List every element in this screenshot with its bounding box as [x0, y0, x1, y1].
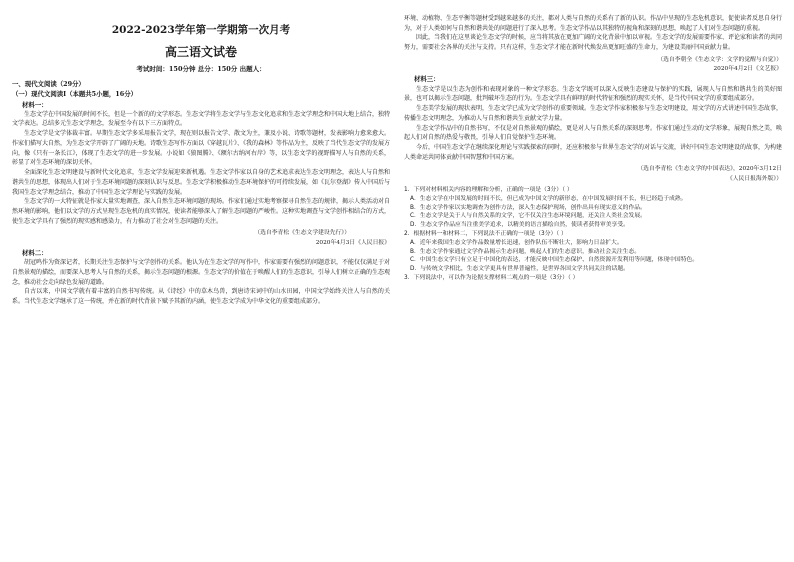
paragraph: 全面深化生态文明建设与新时代文化追求，生态文学发展迎来新机遇。生态文学作家以自身的艺术追求表达生态文明理念，表达人与自然和谐共生的思想，体现出人们对于生态环境问题的深刻认识与反思。生态文学积极推动生态环境保护的可持续发展，如《瓦尔登湖》传入中国后与我国生态文学理念结合，推动了中国生态文学理论与实践的发展。	[12, 169, 391, 196]
answer-option: B．生态文学作家通过文学作品揭示生态问题，唤起人们的生态意识，推动社会关注生态。	[410, 248, 641, 255]
answer-option: D．与传统文学相比，生态文学更具有世界普遍性，是世界各国文学共同关注的话题。	[410, 266, 629, 273]
right-column	[404, 0, 782, 562]
section-heading: 一、现代文阅读（29分）	[12, 80, 85, 88]
material-three-label: 材料三：	[414, 75, 440, 84]
material-two	[12, 248, 390, 307]
answer-option: A．近年来我国生态文学作品数量增长迅速，创作队伍不断壮大，影响力日益扩大。	[410, 239, 623, 246]
paragraph: 生态文学是文学体裁丰富。早期生态文学多采用报告文学，现在则以报告文学、散文为主，兼及小说、诗歌等题材，发表影响力愈来愈大。作家们描写大自然，为生态文学开辟了广阔的天地。诗歌生态写作方面以《穿越瓦片》、《我的森林》等作品为主，反映了当代生态文学的发展方向，像《只有一条长江》，体现了生态文学的进一步发展。小说如《狼图腾》、《额尔古纳河右岸》等，以生态文学的视野描写人与自然的关系，彰显了对生态环境的深切关怀。	[12, 130, 391, 167]
paragraph: 今后，中国生态文学在继续深化理论与实践探索的同时，还应积极参与世界生态文学的对话与交流，讲好中国生态文明建设的故事，为构建人类命运共同体贡献中国智慧和中国方案。	[404, 143, 783, 161]
questions	[404, 186, 782, 283]
material-three	[404, 74, 782, 184]
paper-subtitle: 高三语文试卷	[164, 44, 237, 59]
paragraph: 环境、动植物、生态平衡等题材受到越来越多的关注，都对人类与自然的关系有了新的认识。作品中呈现的生态危机意识，促使读者反思自身行为，对于人类如何与自然和谐共处的问题进行了深入思考。生态文学作品以其独特的视角和深刻的思想，唤起了人们对生态问题的重视。	[404, 15, 783, 32]
material-one	[12, 110, 390, 248]
answer-option: C．中国生态文学只有立足于中国化的表达，才能反映中国生态保护、自然资源开发利用等问题，体现中国特色。	[410, 257, 699, 264]
question-stem: 1．下列对材料相关内容的理解和分析，正确的一项是（3分）（ ）	[404, 186, 573, 193]
section-one	[12, 79, 390, 110]
exam-info: 考试时间：150分钟 总分：150分 出题人：	[136, 64, 266, 73]
paragraph: 生态文学是以生态为创作和表现对象的一种文学形态。生态文学既可以深入反映生态建设与保护的实践，展现人与自然和谐共生的美好图景，也可以揭示生态问题，批判破坏生态的行为。生态文学具有鲜明的时代特征和强烈的现实关怀，是当代中国文学的重要组成部分。	[404, 85, 782, 103]
source-citation: （选自李青松《生态文学建设先行》）	[254, 230, 350, 237]
paragraph: 因此，当我们在这里谈论生态文学的时候，应当将其放在更加广阔的文化背景中加以审视。生态文学的发展需要作家、评论家和读者的共同努力，需要社会各界的关注与支持。只有这样，生态文学才能在新时代焕发出更加旺盛的生命力，为建设美丽中国贡献力量。	[404, 34, 783, 52]
paragraph: 生态文学作品中的自然书写，不仅是对自然景观的描绘，更是对人与自然关系的深刻思考。作家们通过生动的文学形象，展现自然之美，唤起人们对自然的热爱与敬畏，引导人们自觉保护生态环境。	[404, 124, 783, 142]
question-stem: 2．根据材料一和材料二，下列说法不正确的一项是（3分）（ ）	[404, 230, 567, 237]
source-citation: （选自李朝全《生态文学：文学的觉醒与自觉》）	[657, 56, 782, 63]
paragraph: 胡冠鸣作为资深记者，长期关注生态保护与文学创作的关系。他认为在生态文学的写作中，作家需要有强烈的问题意识，不能仅仅满足于对自然景观的描绘，而要深入思考人与自然的关系，揭示生态问题的根源。生态文学的价值在于唤醒人们的生态意识，引导人们树立正确的生态观念，推动社会走向绿色发展的道路。	[12, 259, 391, 286]
paragraph: 自古以来，中国文学就有着丰富的自然书写传统。从《诗经》中的草木鸟兽，到唐诗宋词中的山水田园，中国文学始终关注人与自然的关系。当代生态文学继承了这一传统，并在新的时代背景下赋予其新的内涵，使生态文学成为中华文化的重要组成部分。	[12, 288, 390, 306]
answer-option: D．生态文学作品应当注重美学追求，以精美的语言描绘自然，使读者获得审美享受。	[410, 222, 629, 229]
material-one-label: 材料一：	[22, 100, 48, 109]
material-two-label: 材料二：	[22, 248, 48, 257]
paragraph: 生态文学的一大特征就是作家大量实地调查，深入自然生态环境问题的现场。作家们通过实地考察探寻自然生态的规律，揭示人类活动对自然环境的影响，他们以文学的方式呈现生态危机的真实情况，使读者能够深入了解生态问题的严峻性。这种实地调查与文学创作相结合的方式，使生态文学具有了强烈的现实感和感染力，有力推动了社会对生态问题的关注。	[12, 198, 391, 225]
answer-option: A．生态文学在中国发展的时间不长，但已成为中国文学的新形态，在中国发展时间不长，但已经趋于成熟。	[410, 195, 687, 202]
paragraph: 生态美学发展的现状表明，生态文学已成为文学创作的重要领域。生态文学作家积极参与生态文明建设，用文学的方式讲述中国生态故事，传播生态文明理念，为推动人与自然和谐共生贡献文学力量。	[404, 105, 783, 122]
material-two-continued	[404, 14, 782, 74]
source-citation: （选自李青松《生态文学的中国表达》，2020年3月12日	[637, 166, 782, 173]
exam-title: 2022-2023学年第一学期第一次月考	[111, 24, 291, 36]
source-date: 2020年4月3日《人民日报》	[315, 239, 390, 246]
answer-option: C．生态文学是关于人与自然关系的文学，它不仅关注生态环境问题，还关注人类社会发展。	[410, 213, 646, 220]
sub-heading: （一）现代文阅读Ⅰ（本题共5小题，16分）	[12, 90, 137, 99]
source-date: 2020年4月2日《文艺报》	[713, 66, 782, 73]
left-column	[12, 0, 390, 562]
source-date: 《人民日报海外版》）	[726, 175, 782, 182]
question-stem: 3．下列说法中，可以作为论据支撑材料二观点的一项是（3分）（ ）	[404, 274, 579, 281]
paragraph: 生态文学在中国发展的时间不长，但是一个新的的文学形态。生态文学将生态文学与生态文化追求和生态文学理念和中国大地上结合，独特文学表达。总结多元生态文学理念，发展至今有以下三方面特点。	[12, 110, 391, 128]
answer-option: B．生态文学作家以实地调查为创作方法，深入生态保护现场，创作出具有现实意义的作品。	[410, 204, 646, 211]
